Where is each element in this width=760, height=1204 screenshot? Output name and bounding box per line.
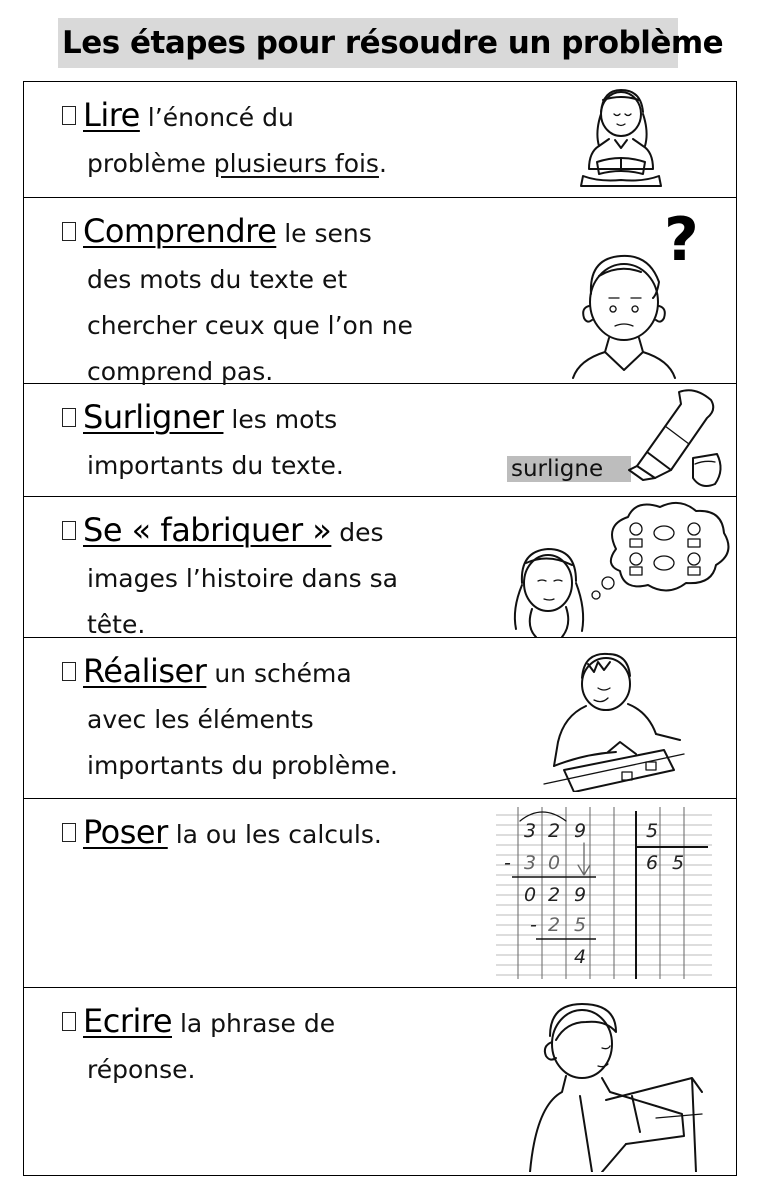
girl-thinking-icon: [486, 499, 736, 637]
svg-text:5: 5: [646, 820, 659, 842]
checkbox-icon[interactable]: [62, 662, 76, 681]
highlighter-icon: [619, 386, 739, 494]
step-row-read: [23, 82, 737, 198]
svg-text:3: 3: [524, 852, 537, 874]
svg-text:6: 6: [646, 852, 659, 874]
girl-reading-icon: [559, 84, 679, 194]
checkbox-icon[interactable]: [62, 106, 76, 125]
svg-text:-: -: [504, 852, 511, 874]
svg-text:5: 5: [574, 914, 587, 936]
svg-text:9: 9: [574, 820, 587, 842]
svg-text:2: 2: [548, 884, 561, 906]
step-keyword: Réaliser: [83, 652, 207, 690]
step-text: Surligner les mots importants du texte.: [62, 394, 492, 489]
division-icon: [496, 807, 712, 979]
checkbox-icon[interactable]: [62, 408, 76, 427]
step-text: Ecrire la phrase de réponse.: [62, 998, 492, 1093]
highlight-badge: surligne: [507, 456, 631, 482]
step-text: Poser la ou les calculs.: [62, 809, 492, 858]
svg-text:2: 2: [548, 914, 561, 936]
step-keyword: Comprendre: [83, 212, 277, 250]
step-text: Comprendre le sens des mots du texte et chercher ceux que l’on ne comprend pas.: [62, 208, 492, 395]
page-title: Les étapes pour résoudre un problème: [58, 18, 678, 68]
step-keyword: Poser: [83, 813, 168, 851]
step-keyword: Surligner: [83, 398, 224, 436]
svg-text:4: 4: [574, 946, 587, 968]
step-keyword: Ecrire: [83, 1002, 172, 1040]
checkbox-icon[interactable]: [62, 521, 76, 540]
checkbox-icon[interactable]: [62, 1012, 76, 1031]
boy-writing-icon: [506, 996, 706, 1172]
boy-drawing-icon: [524, 642, 694, 792]
question-mark-icon: ?: [664, 205, 699, 275]
svg-text:9: 9: [574, 884, 587, 906]
step-row-imagine: [23, 497, 737, 638]
step-text: Lire l’énoncé du problème plusieurs fois.: [62, 92, 492, 187]
svg-text:-: -: [530, 914, 537, 936]
thought-bubble-drawings: [630, 523, 700, 575]
checkbox-icon[interactable]: [62, 823, 76, 842]
svg-text:0: 0: [524, 884, 537, 906]
step-row-understand: [23, 198, 737, 384]
steps-table: [23, 81, 737, 1176]
step-text: Se « fabriquer » des images l’histoire dans sa tête.: [62, 507, 492, 648]
svg-text:3: 3: [524, 820, 537, 842]
step-row-write: [23, 988, 737, 1176]
step-row-diagram: [23, 638, 737, 799]
step-text: Réaliser un schéma avec les éléments importants du problème.: [62, 648, 492, 789]
svg-text:5: 5: [672, 852, 685, 874]
svg-text:0: 0: [548, 852, 561, 874]
confused-boy-icon: [549, 202, 699, 380]
step-keyword: Lire: [83, 96, 140, 134]
svg-text:2: 2: [548, 820, 561, 842]
checkbox-icon[interactable]: [62, 222, 76, 241]
step-keyword: Se « fabriquer »: [83, 511, 332, 549]
step-row-highlight: [23, 384, 737, 497]
step-row-calculate: [23, 799, 737, 988]
